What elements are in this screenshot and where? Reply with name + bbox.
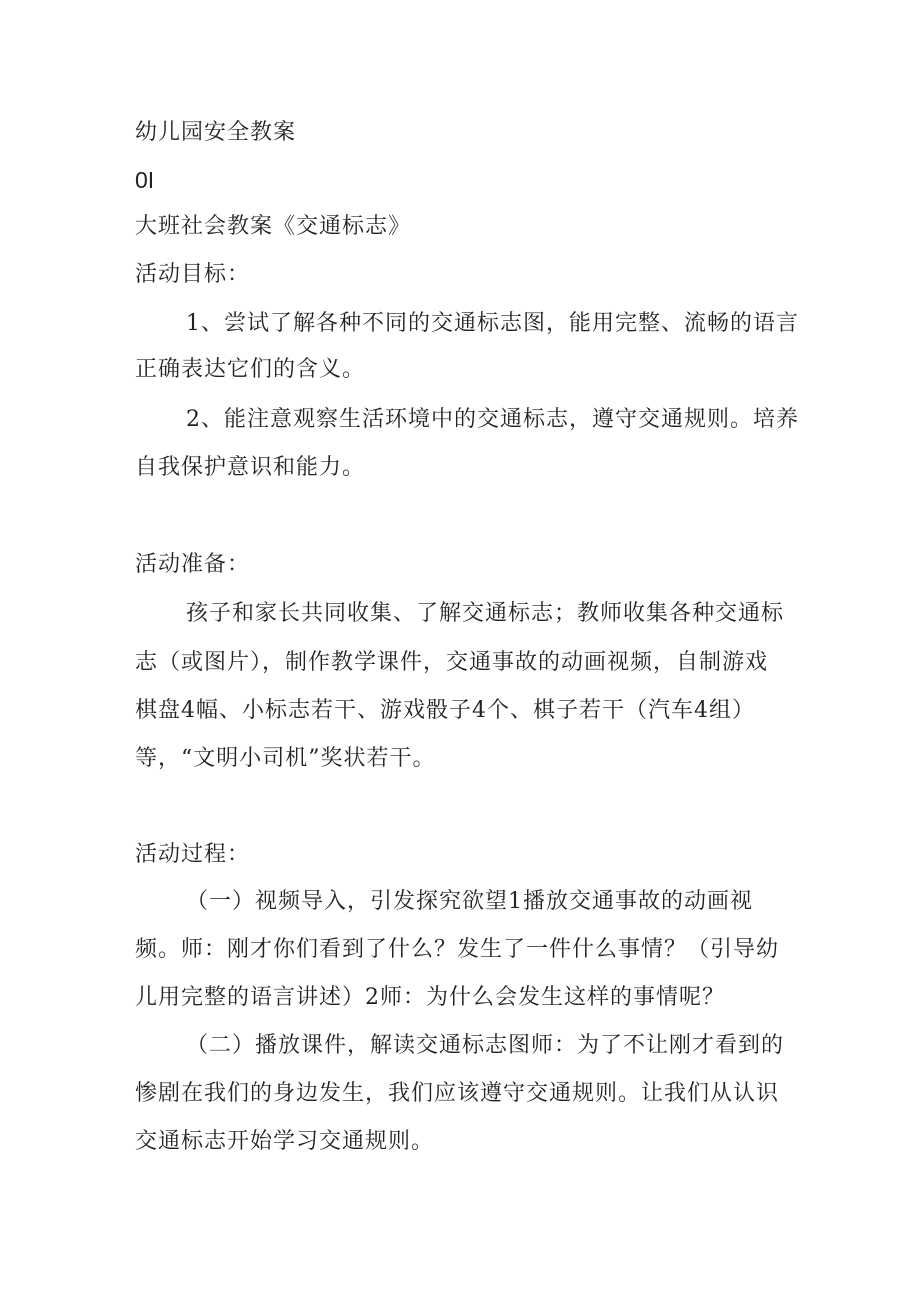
document-title: 幼儿园安全教案 — [135, 120, 297, 145]
lesson-title: 大班社会教案《交通标志》 — [135, 214, 412, 239]
process-part-1-line-1: （一）视频导入，引发探究欲望1播放交通事故的动画视 — [186, 889, 753, 914]
process-part-1-line-3: 儿用完整的语言讲述）2师：为什么会发生这样的事情呢？ — [135, 985, 725, 1010]
goal-item-1-line-2: 正确表达它们的含义。 — [135, 357, 366, 382]
process-part-2-line-1: （二）播放课件，解读交通标志图师：为了不让刚才看到的 — [186, 1033, 785, 1058]
goals-heading: 活动目标： — [135, 262, 251, 287]
section-number: 0I — [135, 167, 155, 193]
preparation-line-1: 孩子和家长共同收集、了解交通标志；教师收集各种交通标 — [186, 601, 785, 626]
goal-item-2-line-1: 2、能注意观察生活环境中的交通标志，遵守交通规则。培养 — [186, 407, 799, 432]
preparation-line-2: 志（或图片），制作教学课件，交通事故的动画视频，自制游戏 — [135, 650, 769, 675]
preparation-heading: 活动准备： — [135, 552, 251, 577]
goal-item-1-line-1: 1、尝试了解各种不同的交通标志图，能用完整、流畅的语言 — [186, 311, 799, 336]
preparation-line-3: 棋盘4幅、小标志若干、游戏骰子4个、棋子若干（汽车4组） — [135, 698, 755, 723]
process-part-2-line-3: 交通标志开始学习交通规则。 — [135, 1129, 435, 1154]
process-part-2-line-2: 惨剧在我们的身边发生，我们应该遵守交通规则。让我们从认识 — [135, 1081, 780, 1106]
preparation-line-4: 等，“文明小司机”奖状若干。 — [135, 746, 436, 771]
process-part-1-line-2: 频。师：刚才你们看到了什么？发生了一件什么事情？（引导幼 — [135, 937, 780, 962]
goal-item-2-line-2: 自我保护意识和能力。 — [135, 455, 366, 480]
process-heading: 活动过程： — [135, 842, 251, 867]
